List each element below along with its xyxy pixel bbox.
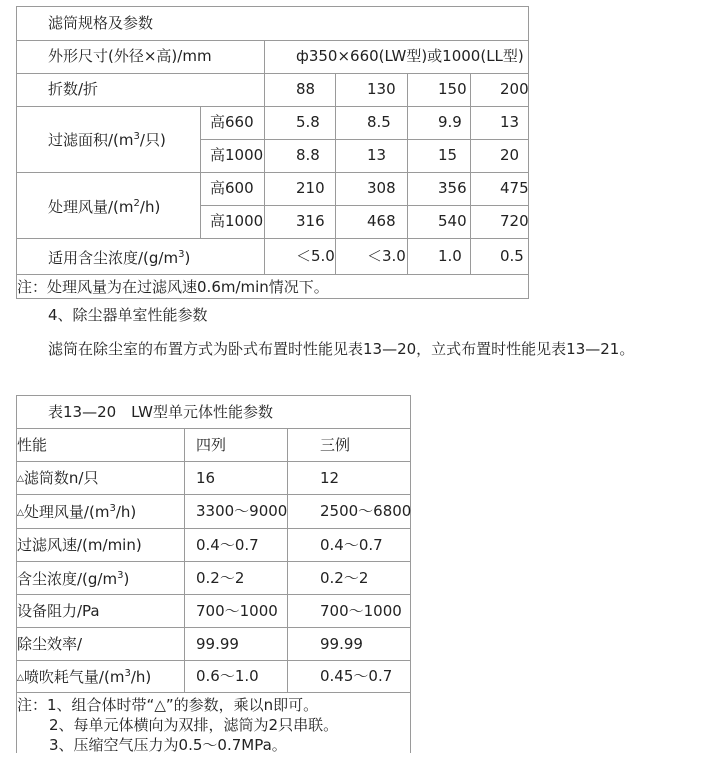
row-label-resistance: 设备阻力/Pa bbox=[17, 602, 100, 620]
table2-note: 2、每单元体横向为双排，滤筒为2只串联。 bbox=[49, 716, 339, 734]
row-label-efficiency: 除尘效率/ bbox=[17, 635, 83, 653]
airflow-value: 210 bbox=[296, 179, 325, 197]
row-value-three: 0.4～0.7 bbox=[320, 536, 383, 554]
row-value-three: 700～1000 bbox=[320, 602, 402, 620]
folds-label: 折数/折 bbox=[48, 80, 99, 98]
table2-note: 3、压缩空气压力为0.5～0.7MPa。 bbox=[49, 736, 287, 754]
concentration-value: 1.0 bbox=[438, 247, 462, 265]
concentration-value: ＜3.0 bbox=[367, 247, 406, 265]
airflow-value: 475 bbox=[500, 179, 529, 197]
airflow-sub-label: 高1000 bbox=[210, 212, 264, 230]
folds-value: 200 bbox=[500, 80, 529, 98]
row-value-three: 2500～6800 bbox=[320, 502, 412, 520]
folds-value: 130 bbox=[367, 80, 396, 98]
row-value-three: 0.2～2 bbox=[320, 569, 369, 587]
row-value-four: 99.99 bbox=[196, 635, 239, 653]
airflow-value: 540 bbox=[438, 212, 467, 230]
size-label: 外形尺寸(外径×高)/mm bbox=[48, 47, 212, 65]
row-label-dust-concentration: 含尘浓度$/(g/m^3)$ bbox=[17, 570, 130, 588]
airflow-label: 处理风量$/(m^2/h)$ bbox=[48, 198, 161, 216]
area-value: 8.5 bbox=[367, 113, 391, 131]
row-label-airflow: △处理风量$/(m^3/h)$ bbox=[17, 503, 137, 521]
row-value-four: 0.4～0.7 bbox=[196, 536, 259, 554]
row-label-filter-speed: 过滤风速/(m/min) bbox=[17, 536, 142, 554]
header-property: 性能 bbox=[17, 436, 48, 454]
concentration-label: 适用含尘浓度$/(g/m^3)$ bbox=[48, 249, 191, 267]
header-three-columns: 三例 bbox=[320, 436, 351, 454]
airflow-value: 720 bbox=[500, 212, 529, 230]
area-sub-label: 高660 bbox=[210, 113, 254, 131]
area-value: 9.9 bbox=[438, 113, 462, 131]
airflow-value: 308 bbox=[367, 179, 396, 197]
area-value: 20 bbox=[500, 146, 520, 164]
row-value-three: 0.45～0.7 bbox=[320, 667, 393, 685]
airflow-value: 468 bbox=[367, 212, 396, 230]
airflow-value: 316 bbox=[296, 212, 325, 230]
row-label-filter-count: △滤筒数n/只 bbox=[17, 469, 99, 487]
row-value-three: 12 bbox=[320, 469, 340, 487]
row-value-four: 16 bbox=[196, 469, 216, 487]
folds-value: 150 bbox=[438, 80, 467, 98]
row-label-air-consumption: △喷吹耗气量$/(m^3/h)$ bbox=[17, 668, 152, 686]
body-paragraph: 滤筒在除尘室的布置方式为卧式布置时性能见表13—20，立式布置时性能见表13—21。 bbox=[48, 340, 635, 358]
area-value: 5.8 bbox=[296, 113, 320, 131]
area-value: 15 bbox=[438, 146, 458, 164]
table1-caption: 滤筒规格及参数 bbox=[48, 14, 154, 32]
concentration-value: 0.5 bbox=[500, 247, 524, 265]
airflow-sub-label: 高600 bbox=[210, 179, 254, 197]
row-value-four: 3300～9000 bbox=[196, 502, 288, 520]
section-heading: 4、除尘器单室性能参数 bbox=[48, 306, 208, 324]
table2-note: 注：1、组合体时带“△”的参数，乘以n即可。 bbox=[17, 696, 319, 714]
row-value-four: 0.2～2 bbox=[196, 569, 245, 587]
row-value-four: 700～1000 bbox=[196, 602, 278, 620]
row-value-four: 0.6～1.0 bbox=[196, 667, 259, 685]
area-label: 过滤面积$/(m^3/$只) bbox=[48, 131, 166, 149]
area-sub-label: 高1000 bbox=[210, 146, 264, 164]
area-value: 8.8 bbox=[296, 146, 320, 164]
size-value: ф350×660(LW型)或1000(LL型) bbox=[296, 47, 524, 65]
row-value-three: 99.99 bbox=[320, 635, 363, 653]
folds-value: 88 bbox=[296, 80, 316, 98]
header-four-columns: 四列 bbox=[196, 436, 227, 454]
area-value: 13 bbox=[367, 146, 387, 164]
table1-note: 注：处理风量为在过滤风速0.6m/min情况下。 bbox=[17, 278, 329, 296]
area-value: 13 bbox=[500, 113, 520, 131]
table2-caption: 表13—20 LW型单元体性能参数 bbox=[48, 403, 273, 421]
concentration-value: ＜5.0 bbox=[296, 247, 335, 265]
airflow-value: 356 bbox=[438, 179, 467, 197]
